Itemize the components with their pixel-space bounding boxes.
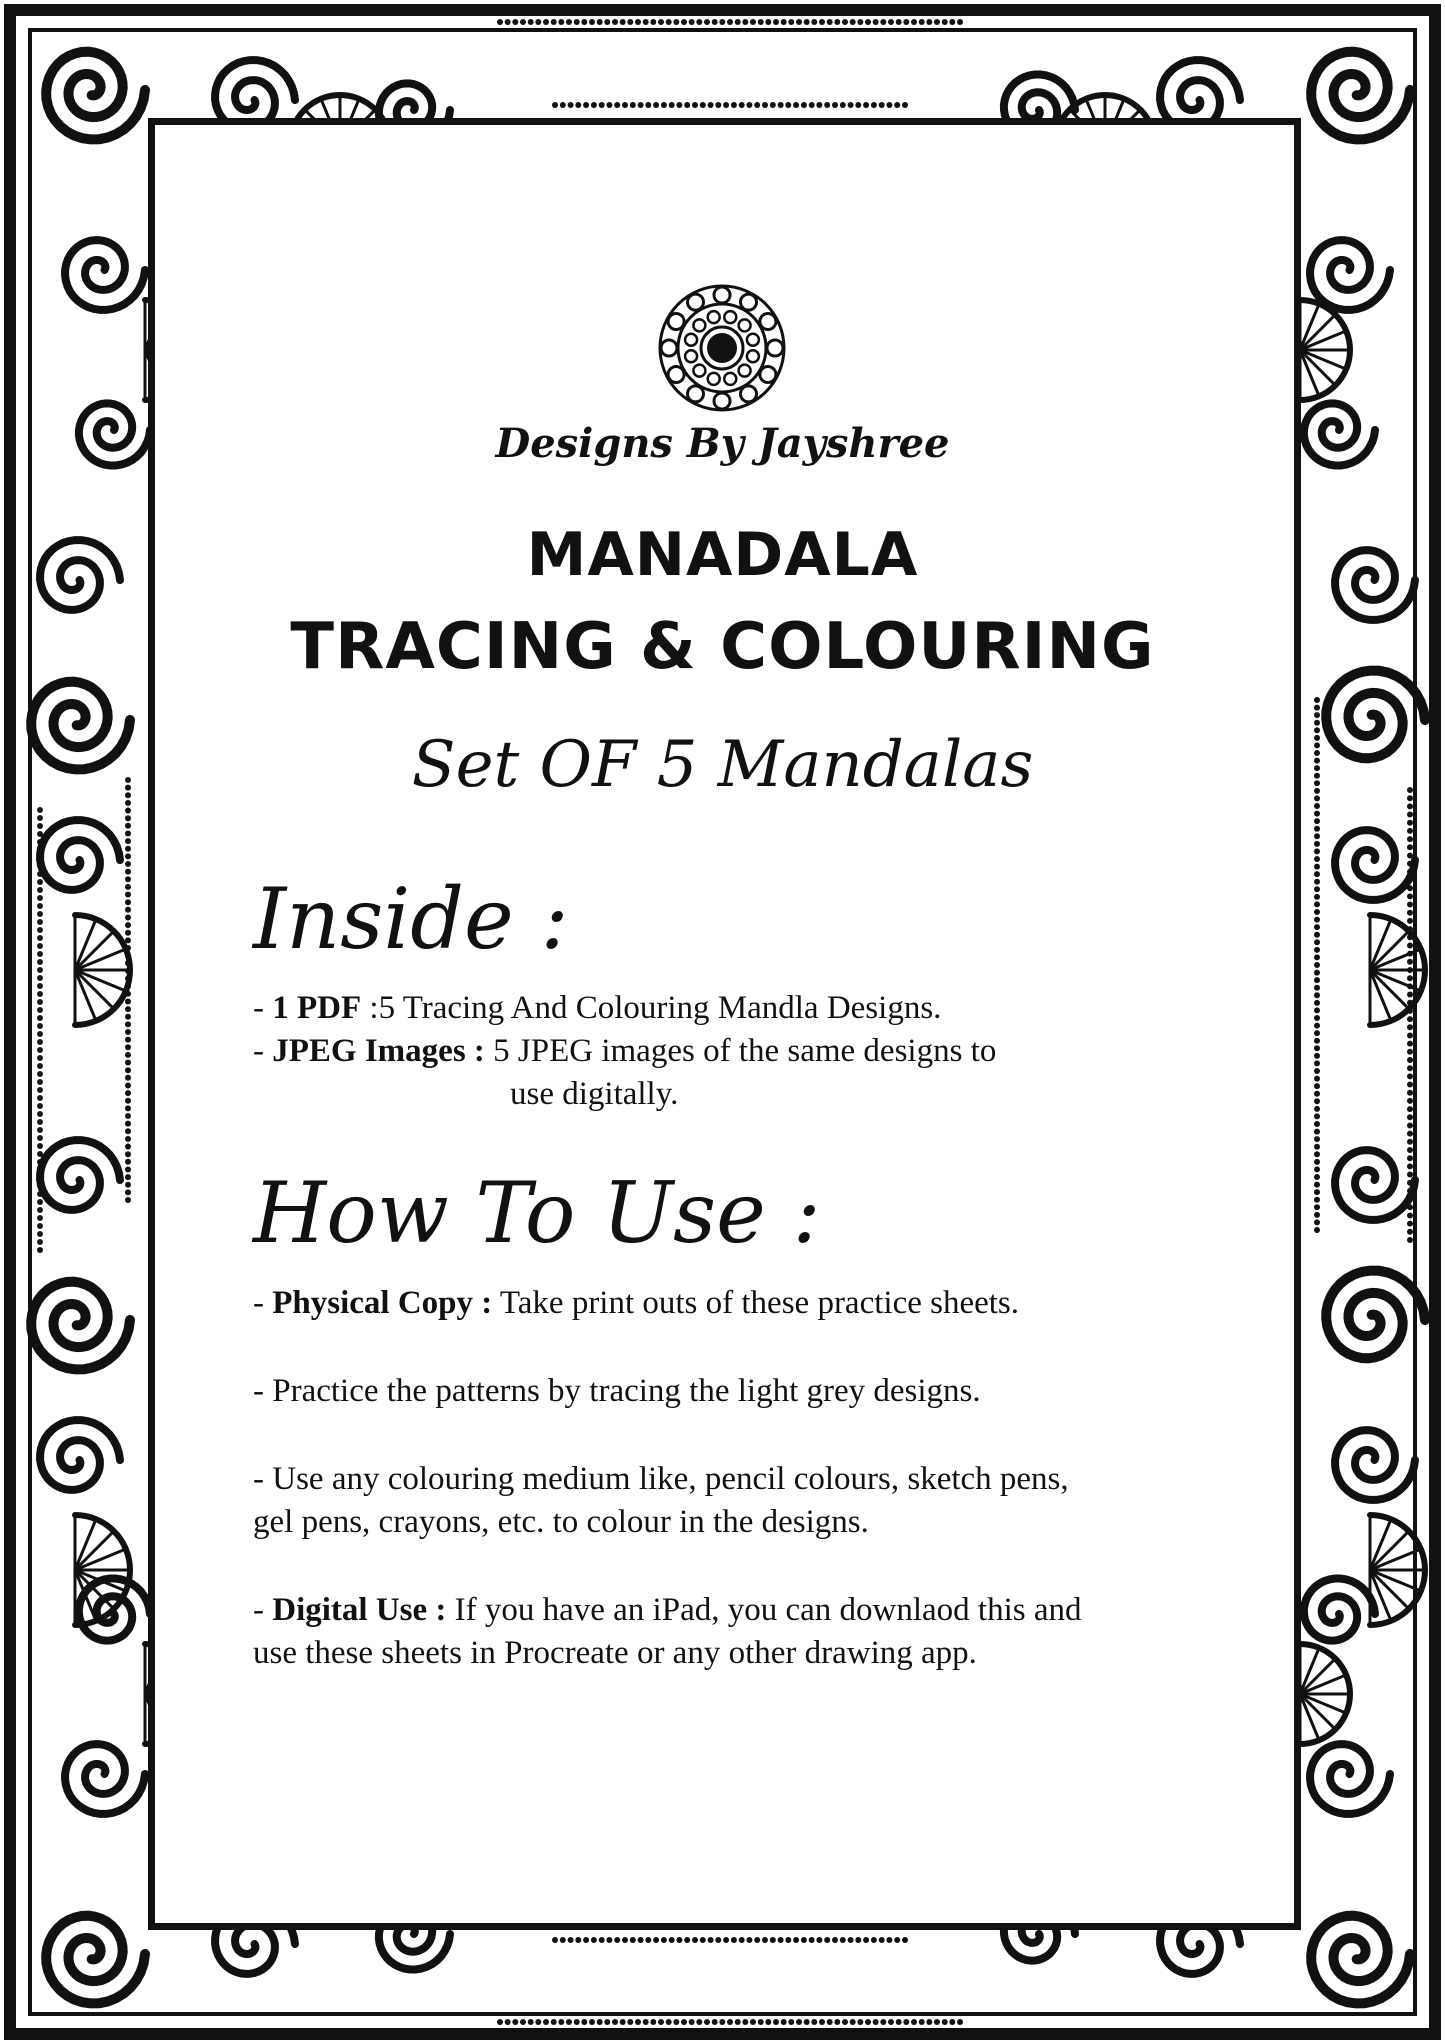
- howto-item-text: Practice the patterns by tracing the light grey designs.: [272, 1373, 981, 1409]
- howto-item-physical: - Physical Copy : Take print outs of these practice sheets.: [253, 1285, 1020, 1321]
- howto-item-text: Use any colouring medium like, pencil colours, sketch pens,: [272, 1461, 1069, 1497]
- inside-item-label: JPEG Images :: [272, 1033, 485, 1069]
- howto-item-text: Take print outs of these practice sheets.: [492, 1285, 1020, 1321]
- howto-item-label: Physical Copy :: [272, 1285, 493, 1321]
- brand-name: Designs By Jayshree: [495, 420, 950, 467]
- howto-item-practice: - Practice the patterns by tracing the light grey designs.: [253, 1373, 981, 1409]
- inside-item-text: 5 JPEG images of the same designs to: [484, 1033, 997, 1069]
- howto-item-continuation: use these sheets in Procreate or any other drawing app.: [253, 1635, 977, 1671]
- inside-item-jpeg: - JPEG Images : 5 JPEG images of the same designs to: [253, 1033, 997, 1069]
- inside-item-continuation: use digitally.: [510, 1076, 679, 1112]
- howto-item-digital: - Digital Use : If you have an iPad, you can downlaod this and: [253, 1592, 1082, 1628]
- subtitle: Set OF 5 Mandalas: [411, 728, 1034, 802]
- inside-item-text: :5 Tracing And Colouring Mandla Designs.: [361, 990, 942, 1026]
- howto-item-continuation: gel pens, crayons, etc. to colour in the designs.: [253, 1504, 869, 1540]
- title-line-1: MANADALA: [526, 520, 919, 590]
- inside-item-label: 1 PDF: [272, 990, 362, 1026]
- howto-item-label: Digital Use :: [272, 1592, 447, 1628]
- howto-item-colouring: - Use any colouring medium like, pencil colours, sketch pens,: [253, 1461, 1069, 1497]
- title-line-2: TRACING & COLOURING: [290, 610, 1155, 684]
- howto-item-text: If you have an iPad, you can downlaod this and: [446, 1592, 1082, 1628]
- inside-item-pdf: - 1 PDF :5 Tracing And Colouring Mandla Designs.: [253, 990, 942, 1026]
- inside-heading: Inside :: [253, 870, 569, 968]
- mandala-icon: [652, 278, 792, 418]
- how-to-use-heading: How To Use :: [253, 1164, 821, 1262]
